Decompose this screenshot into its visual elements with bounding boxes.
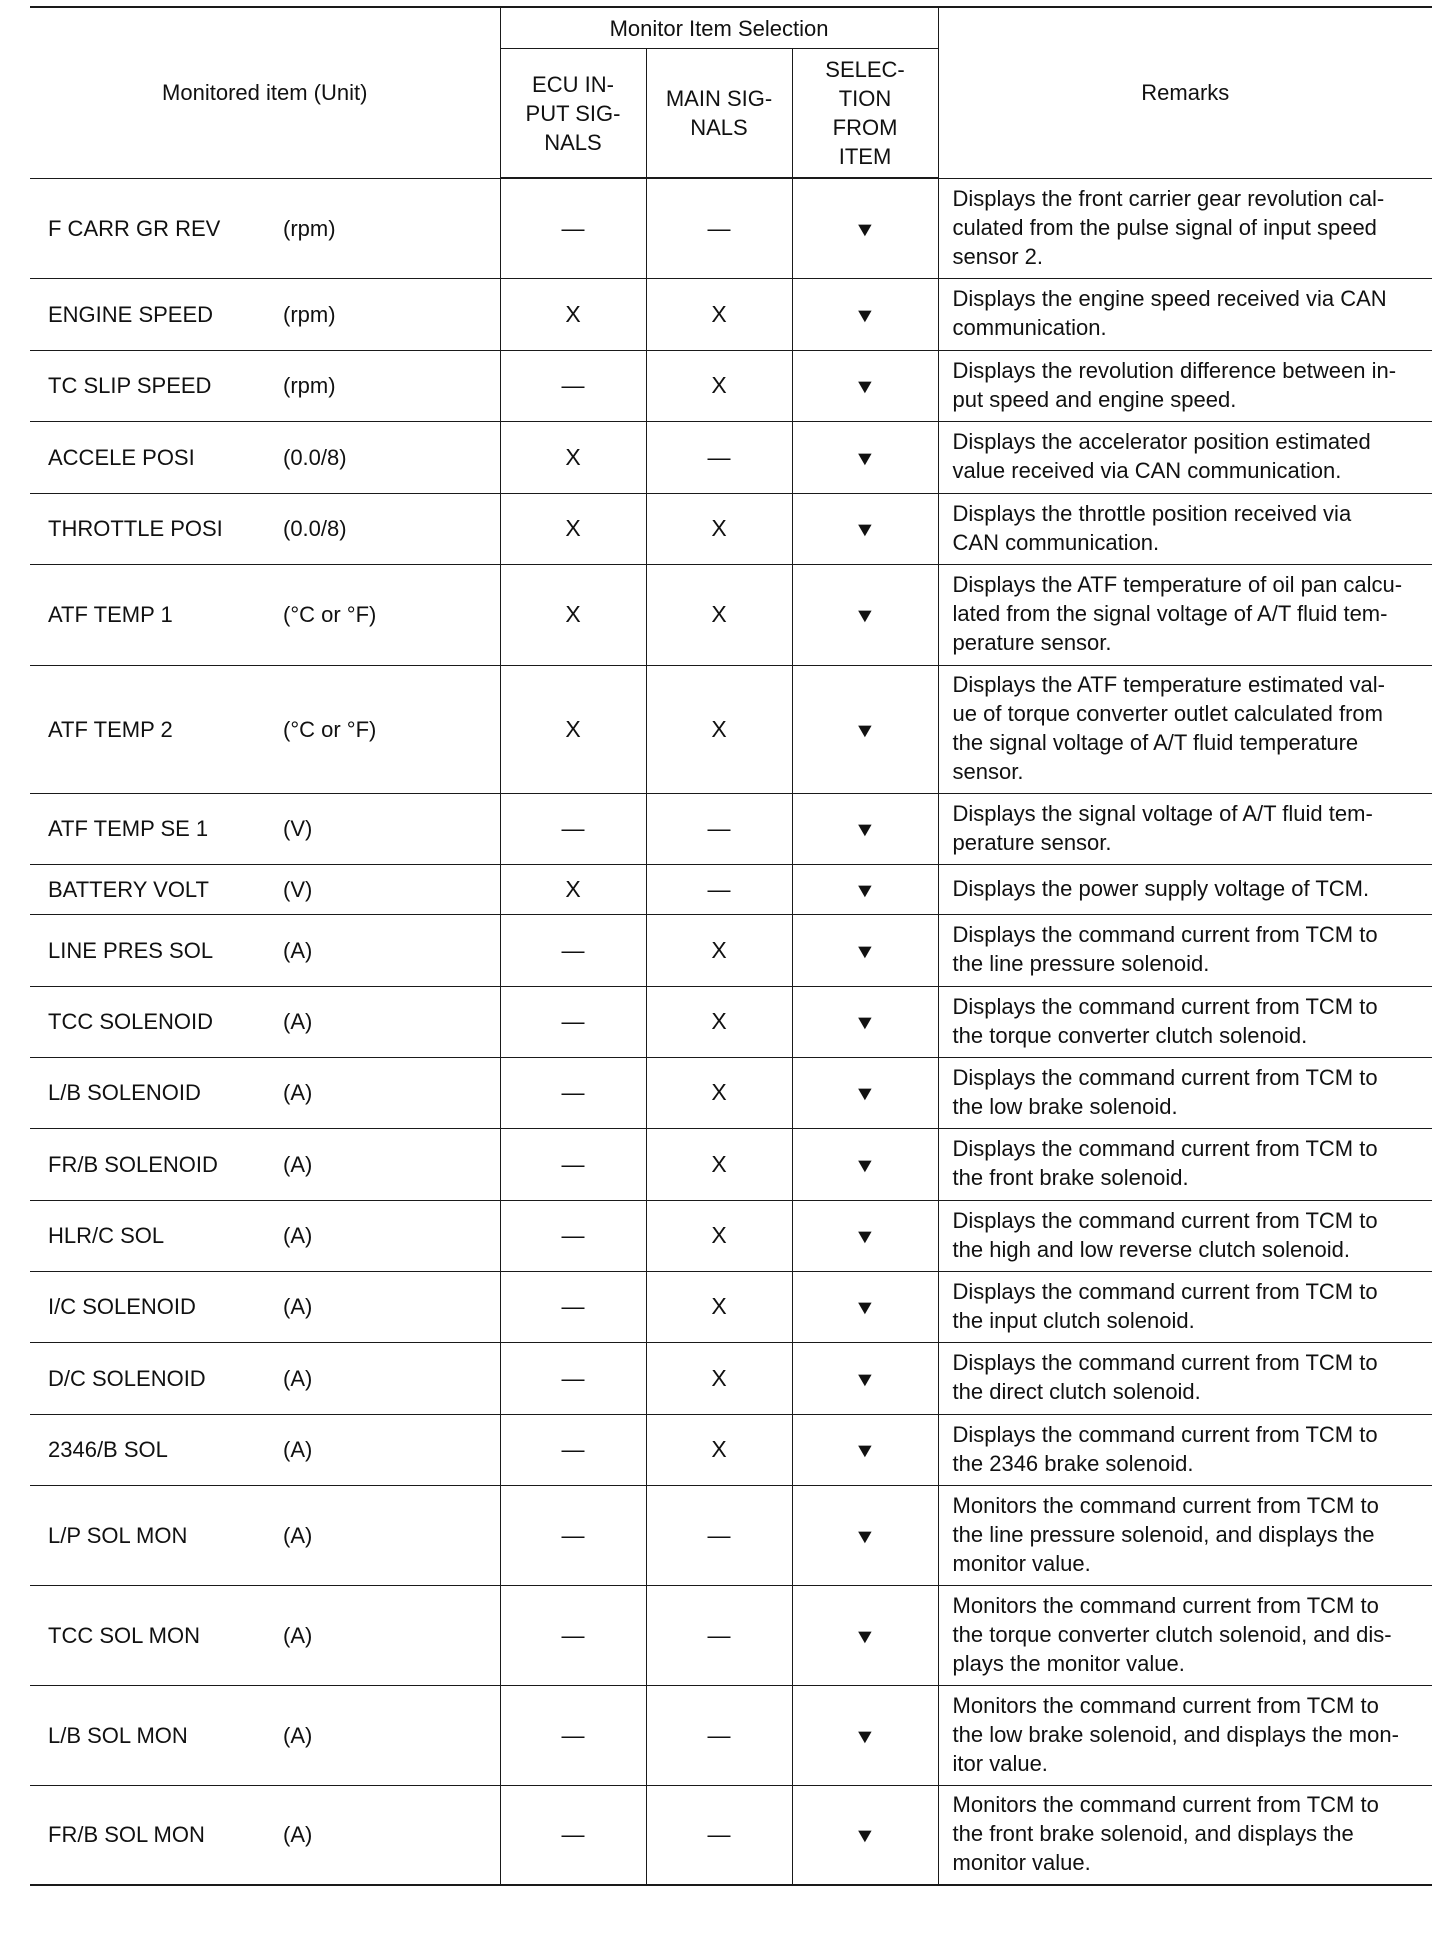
ecu-input-signals-header: ECU IN- PUT SIG- NALS xyxy=(500,49,646,179)
ecu-input-signals-cell: — xyxy=(500,1200,646,1271)
table-row xyxy=(30,1200,1432,1271)
down-triangle-icon: ▼ xyxy=(853,940,877,963)
item-unit: (0.0/8) xyxy=(283,516,347,541)
table-row xyxy=(30,793,1432,864)
item-unit: (A) xyxy=(283,1522,313,1548)
selection-from-item-cell xyxy=(792,350,938,421)
down-triangle-icon: ▼ xyxy=(853,218,877,241)
remark-cell: Displays the front carrier gear revolution cal- culated from the pulse signal of input speed sensor 2. xyxy=(938,178,1432,278)
item-unit: (A) xyxy=(283,1223,313,1248)
item-name: L/B SOL MON xyxy=(48,1722,188,1748)
item-unit: (rpm) xyxy=(283,373,336,398)
monitored-item-cell xyxy=(30,1200,500,1271)
main-signals-cell: — xyxy=(646,1785,792,1885)
main-signals-cell: X xyxy=(646,986,792,1057)
item-name: L/B SOLENOID xyxy=(48,1080,201,1105)
ecu-input-signals-cell: — xyxy=(500,793,646,864)
selection-from-item-cell xyxy=(792,1785,938,1885)
table-row xyxy=(30,493,1432,564)
monitored-item-cell xyxy=(30,564,500,665)
main-signals-cell: X xyxy=(646,1057,792,1128)
selection-from-item-cell xyxy=(792,1485,938,1585)
ecu-input-signals-cell: — xyxy=(500,914,646,986)
item-unit: (V) xyxy=(283,816,313,841)
item-unit: (rpm) xyxy=(283,215,336,241)
table-row xyxy=(30,1685,1432,1785)
main-signals-cell: X xyxy=(646,1414,792,1485)
table-header xyxy=(30,7,1432,178)
main-signals-cell: — xyxy=(646,793,792,864)
monitored-item-cell xyxy=(30,665,500,793)
remark-cell: Monitors the command current from TCM to the front brake solenoid, and displays the monitor value. xyxy=(938,1785,1432,1885)
item-name: FR/B SOL MON xyxy=(48,1822,205,1848)
monitor-item-table xyxy=(30,6,1432,1886)
selection-from-item-cell xyxy=(792,1200,938,1271)
ecu-input-signals-cell: — xyxy=(500,1585,646,1685)
ecu-input-signals-cell: — xyxy=(500,1342,646,1414)
down-triangle-icon: ▼ xyxy=(853,1440,877,1462)
table-body xyxy=(30,178,1432,1885)
item-name: TCC SOLENOID xyxy=(48,1009,214,1034)
selection-from-item-cell xyxy=(792,1271,938,1342)
remark-cell: Displays the command current from TCM to the high and low reverse clutch solenoid. xyxy=(938,1200,1432,1271)
main-signals-cell: X xyxy=(646,1200,792,1271)
main-signals-cell: X xyxy=(646,1342,792,1414)
remark-cell: Monitors the command current from TCM to the torque converter clutch solenoid, and dis- plays the monitor value. xyxy=(938,1585,1432,1685)
remark-cell: Monitors the command current from TCM to the line pressure solenoid, and displays the monitor value. xyxy=(938,1485,1432,1585)
remark-cell: Displays the command current from TCM to the 2346 brake solenoid. xyxy=(938,1414,1432,1485)
main-signals-cell: X xyxy=(646,493,792,564)
selection-from-item-cell xyxy=(792,864,938,914)
remark-cell: Displays the command current from TCM to the input clutch solenoid. xyxy=(938,1271,1432,1342)
table-row xyxy=(30,1485,1432,1585)
monitored-item-header: Monitored item (Unit) xyxy=(30,7,500,178)
item-name: ATF TEMP 1 xyxy=(48,602,173,627)
selection-from-item-cell xyxy=(792,421,938,493)
item-name: BATTERY VOLT xyxy=(48,876,209,902)
table-row xyxy=(30,914,1432,986)
main-signals-cell: X xyxy=(646,564,792,665)
table-row xyxy=(30,564,1432,665)
monitor-item-selection-header: Monitor Item Selection xyxy=(500,7,938,49)
selection-from-item-cell xyxy=(792,1585,938,1685)
ecu-input-signals-cell: — xyxy=(500,1785,646,1885)
item-unit: (A) xyxy=(283,1822,313,1848)
main-signals-cell: X xyxy=(646,278,792,350)
monitored-item-cell xyxy=(30,914,500,986)
table-row xyxy=(30,178,1432,278)
selection-from-item-cell xyxy=(792,1342,938,1414)
down-triangle-icon: ▼ xyxy=(853,1525,877,1548)
down-triangle-icon: ▼ xyxy=(853,1297,877,1319)
main-signals-cell: X xyxy=(646,350,792,421)
item-name: D/C SOLENOID xyxy=(48,1365,206,1391)
table-row xyxy=(30,1057,1432,1128)
ecu-input-signals-cell: X xyxy=(500,278,646,350)
down-triangle-icon: ▼ xyxy=(853,376,877,398)
table-row xyxy=(30,1585,1432,1685)
monitored-item-cell xyxy=(30,421,500,493)
item-name: THROTTLE POSI xyxy=(48,516,223,541)
ecu-input-signals-cell: X xyxy=(500,864,646,914)
ecu-input-signals-cell: — xyxy=(500,178,646,278)
down-triangle-icon: ▼ xyxy=(853,879,877,902)
table-row xyxy=(30,350,1432,421)
item-name: L/P SOL MON xyxy=(48,1522,188,1548)
item-unit: (A) xyxy=(283,1080,313,1105)
item-unit: (A) xyxy=(283,1722,313,1748)
ecu-input-signals-cell: X xyxy=(500,421,646,493)
item-name: HLR/C SOL xyxy=(48,1223,165,1248)
item-name: ACCELE POSI xyxy=(48,444,195,470)
remark-cell: Displays the command current from TCM to the line pressure solenoid. xyxy=(938,914,1432,986)
main-signals-cell: — xyxy=(646,1585,792,1685)
item-unit: (A) xyxy=(283,937,313,963)
item-unit: (A) xyxy=(283,1365,313,1391)
main-signals-cell: X xyxy=(646,665,792,793)
selection-from-item-cell xyxy=(792,1685,938,1785)
monitored-item-cell xyxy=(30,864,500,914)
table-row xyxy=(30,1271,1432,1342)
remark-cell: Displays the signal voltage of A/T fluid tem- perature sensor. xyxy=(938,793,1432,864)
item-unit: (V) xyxy=(283,876,313,902)
monitored-item-cell xyxy=(30,1685,500,1785)
ecu-input-signals-cell: — xyxy=(500,350,646,421)
remark-cell: Displays the revolution difference between in- put speed and engine speed. xyxy=(938,350,1432,421)
main-signals-cell: — xyxy=(646,1485,792,1585)
selection-from-item-cell xyxy=(792,1414,938,1485)
main-signals-cell: — xyxy=(646,864,792,914)
monitored-item-cell xyxy=(30,1414,500,1485)
item-unit: (°C or °F) xyxy=(283,602,377,627)
monitored-item-cell xyxy=(30,1271,500,1342)
remark-cell: Displays the engine speed received via CAN communication. xyxy=(938,278,1432,350)
remark-cell: Displays the command current from TCM to the low brake solenoid. xyxy=(938,1057,1432,1128)
item-unit: (A) xyxy=(283,1151,313,1177)
table-row xyxy=(30,665,1432,793)
ecu-input-signals-cell: — xyxy=(500,986,646,1057)
table-row xyxy=(30,1785,1432,1885)
down-triangle-icon: ▼ xyxy=(853,819,877,841)
item-unit: (0.0/8) xyxy=(283,444,347,470)
monitored-item-cell xyxy=(30,1785,500,1885)
item-name: ATF TEMP SE 1 xyxy=(48,816,209,841)
remark-cell: Displays the ATF temperature of oil pan calcu- lated from the signal voltage of A/T fluid tem- perature sensor. xyxy=(938,564,1432,665)
monitored-item-cell xyxy=(30,493,500,564)
table-row xyxy=(30,421,1432,493)
down-triangle-icon: ▼ xyxy=(853,1083,877,1105)
item-name: 2346/B SOL xyxy=(48,1437,168,1462)
selection-from-item-cell xyxy=(792,986,938,1057)
item-name: FR/B SOLENOID xyxy=(48,1151,218,1177)
down-triangle-icon: ▼ xyxy=(853,605,877,627)
ecu-input-signals-cell: — xyxy=(500,1685,646,1785)
remark-cell: Displays the accelerator position estimated value received via CAN communication. xyxy=(938,421,1432,493)
item-name: LINE PRES SOL xyxy=(48,937,214,963)
item-unit: (A) xyxy=(283,1294,313,1319)
remark-cell: Displays the command current from TCM to the front brake solenoid. xyxy=(938,1128,1432,1200)
remark-cell: Displays the command current from TCM to the direct clutch solenoid. xyxy=(938,1342,1432,1414)
remarks-header: Remarks xyxy=(938,7,1432,178)
item-name: I/C SOLENOID xyxy=(48,1294,196,1319)
down-triangle-icon: ▼ xyxy=(853,304,877,327)
ecu-input-signals-cell: X xyxy=(500,564,646,665)
item-name: ENGINE SPEED xyxy=(48,301,214,327)
item-unit: (A) xyxy=(283,1622,313,1648)
table-row xyxy=(30,1414,1432,1485)
selection-from-item-header: SELEC- TION FROM ITEM xyxy=(792,49,938,179)
down-triangle-icon: ▼ xyxy=(853,1825,877,1848)
down-triangle-icon: ▼ xyxy=(853,1725,877,1748)
down-triangle-icon: ▼ xyxy=(853,447,877,470)
monitored-item-cell xyxy=(30,178,500,278)
item-unit: (rpm) xyxy=(283,301,336,327)
main-signals-header: MAIN SIG- NALS xyxy=(646,49,792,179)
selection-from-item-cell xyxy=(792,178,938,278)
table-row xyxy=(30,278,1432,350)
monitored-item-cell xyxy=(30,1128,500,1200)
table-row xyxy=(30,1128,1432,1200)
ecu-input-signals-cell: — xyxy=(500,1485,646,1585)
main-signals-cell: — xyxy=(646,178,792,278)
ecu-input-signals-cell: X xyxy=(500,665,646,793)
monitored-item-cell xyxy=(30,350,500,421)
monitored-item-cell xyxy=(30,986,500,1057)
selection-from-item-cell xyxy=(792,1128,938,1200)
selection-from-item-cell xyxy=(792,1057,938,1128)
down-triangle-icon: ▼ xyxy=(853,1154,877,1177)
remark-cell: Displays the ATF temperature estimated val- ue of torque converter outlet calculated from the signal voltage of A/T fluid temperature sensor. xyxy=(938,665,1432,793)
down-triangle-icon: ▼ xyxy=(853,1625,877,1648)
down-triangle-icon: ▼ xyxy=(853,1368,877,1391)
selection-from-item-cell xyxy=(792,793,938,864)
selection-from-item-cell xyxy=(792,665,938,793)
item-unit: (A) xyxy=(283,1437,313,1462)
ecu-input-signals-cell: — xyxy=(500,1414,646,1485)
monitored-item-cell xyxy=(30,1057,500,1128)
ecu-input-signals-cell: — xyxy=(500,1128,646,1200)
monitor-item-document xyxy=(30,6,1432,1886)
monitored-item-cell xyxy=(30,1342,500,1414)
main-signals-cell: X xyxy=(646,914,792,986)
table-row xyxy=(30,864,1432,914)
table-row xyxy=(30,1342,1432,1414)
table-row xyxy=(30,986,1432,1057)
down-triangle-icon: ▼ xyxy=(853,1226,877,1248)
selection-from-item-cell xyxy=(792,914,938,986)
main-signals-cell: X xyxy=(646,1128,792,1200)
down-triangle-icon: ▼ xyxy=(853,1012,877,1034)
item-name: TCC SOL MON xyxy=(48,1622,200,1648)
ecu-input-signals-cell: — xyxy=(500,1271,646,1342)
monitored-item-cell xyxy=(30,1485,500,1585)
main-signals-cell: X xyxy=(646,1271,792,1342)
item-name: ATF TEMP 2 xyxy=(48,716,173,742)
item-name: TC SLIP SPEED xyxy=(48,373,212,398)
remark-cell: Monitors the command current from TCM to the low brake solenoid, and displays the mon- itor value. xyxy=(938,1685,1432,1785)
item-name: F CARR GR REV xyxy=(48,215,221,241)
down-triangle-icon: ▼ xyxy=(853,519,877,541)
main-signals-cell: — xyxy=(646,1685,792,1785)
monitored-item-cell xyxy=(30,1585,500,1685)
monitored-item-cell xyxy=(30,278,500,350)
selection-from-item-cell xyxy=(792,278,938,350)
remark-cell: Displays the command current from TCM to the torque converter clutch solenoid. xyxy=(938,986,1432,1057)
monitored-item-cell xyxy=(30,793,500,864)
item-unit: (A) xyxy=(283,1009,313,1034)
selection-from-item-cell xyxy=(792,564,938,665)
remark-cell: Displays the power supply voltage of TCM. xyxy=(938,864,1432,914)
ecu-input-signals-cell: X xyxy=(500,493,646,564)
remark-cell: Displays the throttle position received via CAN communication. xyxy=(938,493,1432,564)
main-signals-cell: — xyxy=(646,421,792,493)
ecu-input-signals-cell: — xyxy=(500,1057,646,1128)
item-unit: (°C or °F) xyxy=(283,716,377,742)
down-triangle-icon: ▼ xyxy=(853,719,877,742)
selection-from-item-cell xyxy=(792,493,938,564)
